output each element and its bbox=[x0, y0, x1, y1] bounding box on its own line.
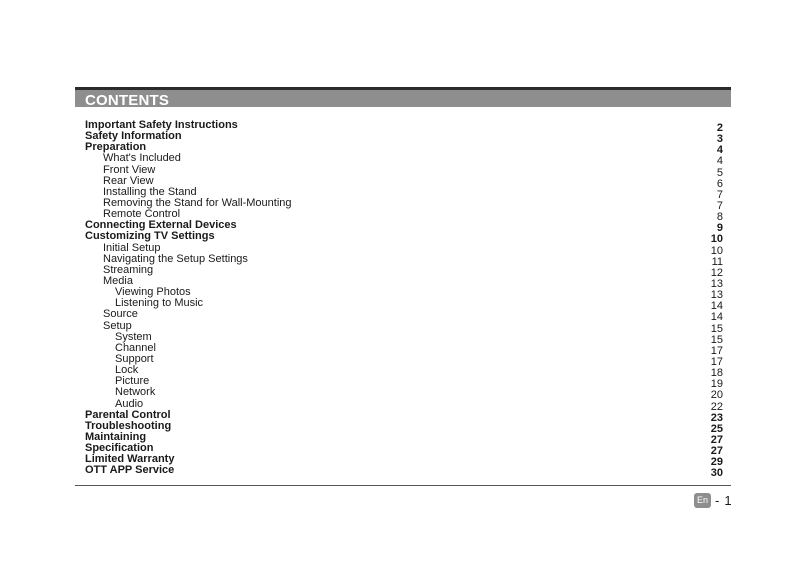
toc-entry[interactable] bbox=[85, 230, 723, 246]
toc-entry[interactable] bbox=[85, 263, 723, 279]
toc-entry-label: Customizing TV Settings bbox=[85, 230, 215, 243]
toc-entry-page: 23 bbox=[710, 411, 723, 424]
toc-entry-page: 6 bbox=[716, 177, 723, 190]
toc-entry-page: 13 bbox=[710, 277, 723, 290]
toc-entry-label: Remote Control bbox=[103, 208, 181, 221]
toc-entry-page: 3 bbox=[716, 133, 723, 146]
toc-entry[interactable] bbox=[85, 408, 723, 424]
language-badge: En bbox=[694, 493, 711, 508]
toc-entry[interactable] bbox=[85, 430, 723, 446]
toc-entry[interactable] bbox=[85, 464, 723, 480]
toc-entry[interactable] bbox=[85, 297, 723, 313]
toc-entry[interactable] bbox=[85, 319, 723, 335]
page-number-value: 1 bbox=[724, 492, 732, 508]
toc-entry-page: 7 bbox=[716, 199, 723, 212]
toc-entry-label: Channel bbox=[115, 341, 156, 354]
toc-entry[interactable] bbox=[85, 252, 723, 268]
toc-entry-label: Lock bbox=[115, 364, 139, 377]
toc-entry[interactable] bbox=[85, 352, 723, 368]
page-title: CONTENTS bbox=[85, 92, 170, 109]
toc-entry[interactable] bbox=[85, 386, 723, 402]
toc-entry-page: 20 bbox=[710, 389, 723, 402]
toc-entry-label: System bbox=[115, 330, 152, 343]
toc-entry-page: 29 bbox=[710, 456, 723, 469]
toc-entry-label: Initial Setup bbox=[103, 241, 161, 254]
toc-entry-label: Listening to Music bbox=[115, 297, 204, 310]
page-number bbox=[694, 492, 732, 508]
footer-divider bbox=[75, 485, 731, 486]
toc-entry-label: Installing the Stand bbox=[103, 185, 197, 198]
toc-entry[interactable] bbox=[85, 196, 723, 212]
toc-entry-label: Maintaining bbox=[85, 430, 147, 443]
toc-entry-page: 2 bbox=[716, 122, 723, 134]
toc-entry-label: Media bbox=[103, 274, 133, 287]
toc-entry-page: 22 bbox=[710, 400, 723, 413]
toc-entry[interactable] bbox=[85, 330, 723, 346]
toc-entry-label: Removing the Stand for Wall-Mounting bbox=[103, 196, 292, 209]
toc-entry-label: What's Included bbox=[103, 152, 181, 165]
toc-entry-page: 12 bbox=[710, 266, 723, 279]
toc-entry-label: Streaming bbox=[103, 263, 154, 276]
toc-entry[interactable] bbox=[85, 130, 723, 146]
toc-entry-page: 15 bbox=[710, 333, 723, 346]
toc-entry-label: Rear View bbox=[103, 174, 154, 187]
toc-entry-label: Network bbox=[115, 386, 156, 399]
toc-entry[interactable] bbox=[85, 397, 723, 413]
toc-entry[interactable] bbox=[85, 152, 723, 168]
toc-entry-label: Preparation bbox=[85, 141, 147, 154]
toc-entry-label: Navigating the Setup Settings bbox=[103, 252, 248, 265]
toc-entry-page: 30 bbox=[710, 467, 723, 480]
toc-entry-page: 18 bbox=[710, 367, 723, 380]
toc-entry-page: 10 bbox=[710, 233, 723, 246]
toc-entry-label: Front View bbox=[103, 163, 156, 176]
toc-entry-label: Support bbox=[115, 352, 154, 365]
toc-entry-page: 17 bbox=[710, 344, 723, 357]
page-number-dash: - bbox=[715, 492, 720, 508]
toc-entry-label: Viewing Photos bbox=[115, 286, 191, 299]
toc-entry-page: 7 bbox=[716, 188, 723, 201]
toc-entry-label: Troubleshooting bbox=[85, 419, 172, 432]
toc-entry[interactable] bbox=[85, 375, 723, 391]
toc-entry[interactable] bbox=[85, 364, 723, 380]
toc-entry-label: Connecting External Devices bbox=[85, 219, 237, 232]
toc-entry-label: Parental Control bbox=[85, 408, 171, 421]
toc-entry-page: 27 bbox=[710, 433, 723, 446]
toc-entry-page: 10 bbox=[710, 244, 723, 257]
toc-entry[interactable] bbox=[85, 308, 723, 324]
toc-entry[interactable] bbox=[85, 419, 723, 435]
toc-entry-page: 8 bbox=[716, 211, 723, 224]
toc-entry-page: 14 bbox=[710, 300, 723, 313]
toc-entry-label: Setup bbox=[103, 319, 132, 332]
toc-entry-label: Picture bbox=[115, 375, 150, 388]
toc-entry-page: 27 bbox=[710, 445, 723, 458]
toc-entry[interactable] bbox=[85, 341, 723, 357]
toc-entry-label: OTT APP Service bbox=[85, 464, 175, 477]
toc-entry-label: Safety Information bbox=[85, 130, 182, 143]
toc-entry[interactable] bbox=[85, 442, 723, 458]
toc-entry-label: Audio bbox=[115, 397, 144, 410]
toc-entry[interactable] bbox=[85, 453, 723, 469]
toc-entry-label: Important Safety Instructions bbox=[85, 119, 238, 131]
toc-entry-label: Specification bbox=[85, 442, 154, 455]
toc-entry-page: 5 bbox=[716, 166, 723, 179]
toc-entry-page: 19 bbox=[710, 378, 723, 391]
toc-entry-page: 9 bbox=[716, 222, 723, 235]
toc-entry-label: Source bbox=[103, 308, 138, 321]
contents-header-bar bbox=[75, 87, 731, 107]
toc-entry-page: 15 bbox=[710, 322, 723, 335]
toc-entry-page: 11 bbox=[711, 255, 723, 268]
toc-entry-page: 17 bbox=[710, 355, 723, 368]
toc-entry-page: 14 bbox=[710, 311, 723, 324]
toc-entry-page: 25 bbox=[710, 422, 723, 435]
toc-entry-page: 4 bbox=[716, 144, 723, 157]
table-of-contents bbox=[85, 119, 723, 480]
toc-entry-label: Limited Warranty bbox=[85, 453, 175, 466]
toc-entry[interactable] bbox=[85, 163, 723, 179]
toc-entry-page: 4 bbox=[716, 155, 723, 168]
toc-entry-page: 13 bbox=[710, 289, 723, 302]
